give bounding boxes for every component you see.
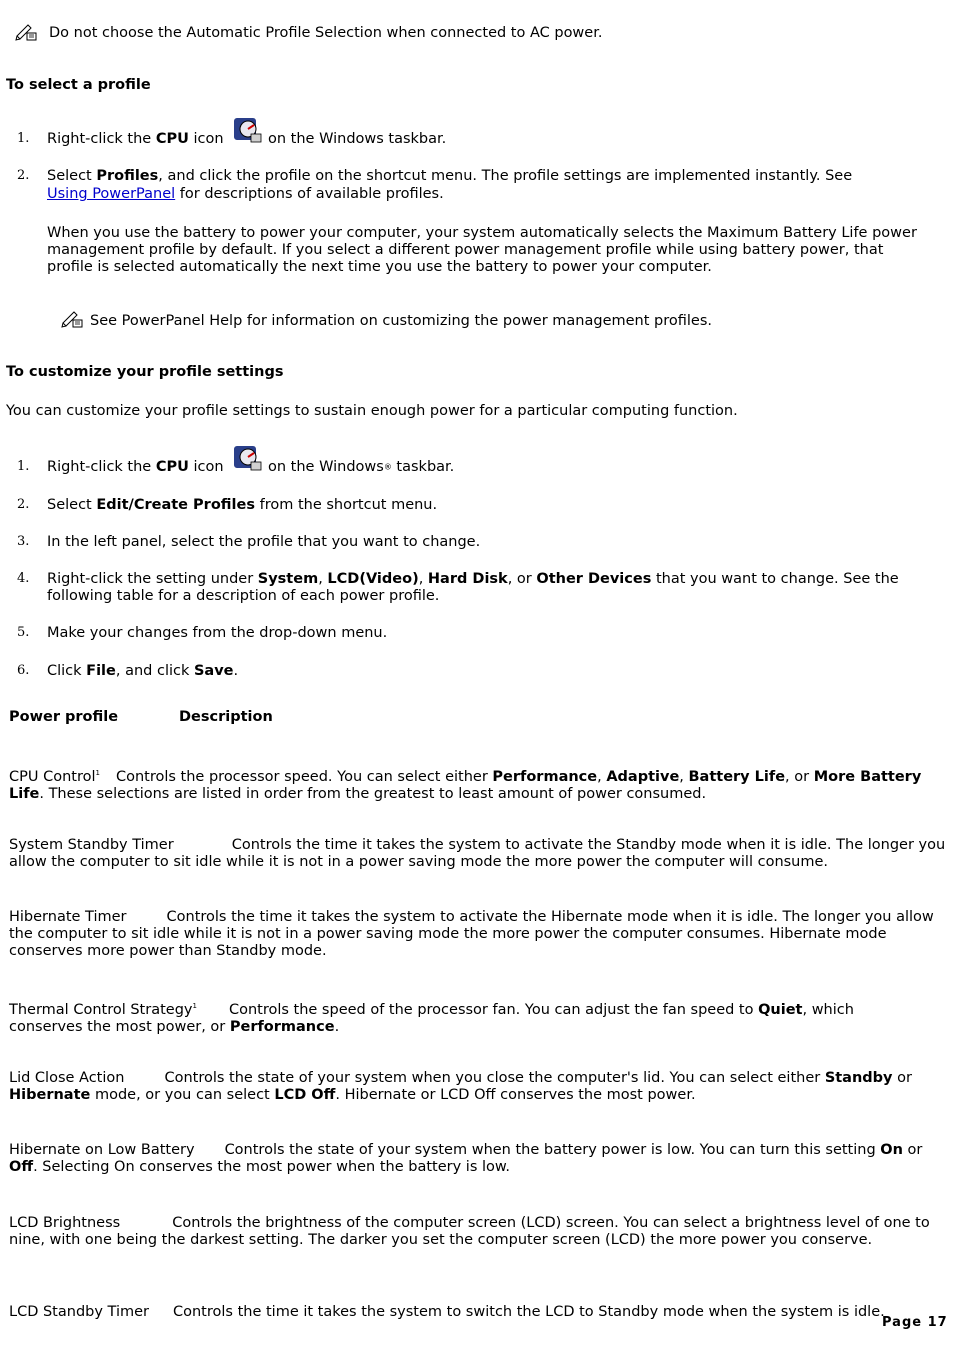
step-number: 2.: [17, 497, 30, 512]
cpu-icon: [233, 116, 263, 144]
profile-label: Lid Close Action: [9, 1070, 125, 1086]
battery-profile-paragraph: When you use the battery to power your computer, your system automatically selects the Maximum Battery Life power management profile by default. If you select a different power management profile while using battery power, that profile is selected automatically the next time you use the battery to power your computer.: [47, 225, 917, 275]
step-number: 1.: [17, 459, 30, 474]
profile-label: System Standby Timer: [9, 837, 174, 853]
profile-label: Thermal Control Strategy: [9, 1001, 193, 1018]
section-heading-customize: To customize your profile settings: [6, 364, 284, 380]
step-text: on the Windows® taskbar.: [268, 459, 455, 475]
table-row-system-standby-timer: System Standby Timer Controls the time it takes the system to activate the Standby mode when it is idle. The longer you allow the computer to sit idle while it is not in a power saving mode the more power the computer will consume.: [9, 837, 946, 870]
cpu-icon: [233, 444, 263, 472]
using-powerpanel-link[interactable]: Using PowerPanel: [47, 186, 176, 202]
step-number: 4.: [17, 571, 30, 586]
table-row-lcd-brightness: LCD Brightness Controls the brightness of the computer screen (LCD) screen. You can select a brightness level of one to nine, with one being the darkest setting. The darker you set the computer screen (LCD) the more power you conserve.: [9, 1215, 930, 1248]
table-header-description: Description: [179, 709, 273, 725]
step-text: Right-click the CPU icon: [47, 459, 224, 475]
page-number: Page 17: [882, 1315, 948, 1330]
table-row-lcd-standby-timer: LCD Standby Timer Controls the time it takes the system to switch the LCD to Standby mode when the system is idle.: [9, 1304, 885, 1320]
note-text: Do not choose the Automatic Profile Selection when connected to AC power.: [49, 25, 603, 41]
step-text: In the left panel, select the profile that you want to change.: [47, 534, 481, 550]
profile-label: Hibernate on Low Battery: [9, 1142, 195, 1158]
step-number: 3.: [17, 534, 30, 549]
table-header-power-profile: Power profile: [9, 709, 119, 725]
table-row-cpu-control: CPU Control$^1$ Controls the processor speed. You can select either Performance, Adaptive, Battery Life, or More Battery Life. These selections are listed in order from the greatest to least amount of power consumed.: [9, 768, 922, 802]
note-pencil-icon: [14, 22, 38, 42]
profile-label: LCD Standby Timer: [9, 1304, 149, 1320]
profile-label: CPU Control: [9, 768, 96, 785]
step-number: 6.: [17, 663, 30, 678]
step-number: 2.: [17, 168, 30, 183]
step-number: 5.: [17, 625, 30, 640]
step-text: on the Windows taskbar.: [268, 131, 447, 147]
step-text: Make your changes from the drop-down menu.: [47, 625, 388, 641]
customize-intro: You can customize your profile settings to sustain enough power for a particular computing function.: [6, 403, 738, 419]
table-row-hibernate-low-battery: Hibernate on Low Battery Controls the state of your system when the battery power is low. You can turn this setting On or Off. Selecting On conserves the most power when the battery is low.: [9, 1142, 923, 1175]
table-row-lid-close-action: Lid Close Action Controls the state of your system when you close the computer's lid. You can select either Standby or Hibernate mode, or you can select LCD Off. Hibernate or LCD Off conserves the most power.: [9, 1070, 912, 1103]
table-row-thermal-control: Thermal Control Strategy$^1$ Controls the speed of the processor fan. You can adjust the fan speed to Quiet, which conserves the most power, or Performance.: [9, 1001, 854, 1035]
step-text: Click File, and click Save.: [47, 663, 239, 679]
table-row-hibernate-timer: Hibernate Timer Controls the time it takes the system to activate the Hibernate mode when it is idle. The longer you allow the computer to sit idle while it is not in a power saving mode the more power the computer consumes. Hibernate mode conserves more power than Standby mode.: [9, 909, 934, 959]
section-heading-select-profile: To select a profile: [6, 77, 151, 93]
profile-label: LCD Brightness: [9, 1215, 121, 1231]
step-text: Select Profiles, and click the profile on the shortcut menu. The profile settings are implemented instantly. See: [47, 168, 853, 184]
note-text: See PowerPanel Help for information on customizing the power management profiles.: [90, 313, 713, 329]
profile-label: Hibernate Timer: [9, 909, 127, 925]
step-text: Right-click the setting under System, LCD(Video), Hard Disk, or Other Devices that you want to change. See the following table for a description of each power profile.: [47, 571, 899, 604]
note-pencil-icon: [60, 309, 84, 329]
step-text: Using PowerPanel for descriptions of available profiles.: [47, 186, 444, 202]
step-number: 1.: [17, 131, 30, 146]
step-text: Select Edit/Create Profiles from the shortcut menu.: [47, 497, 438, 513]
step-text: Right-click the CPU icon: [47, 131, 224, 147]
